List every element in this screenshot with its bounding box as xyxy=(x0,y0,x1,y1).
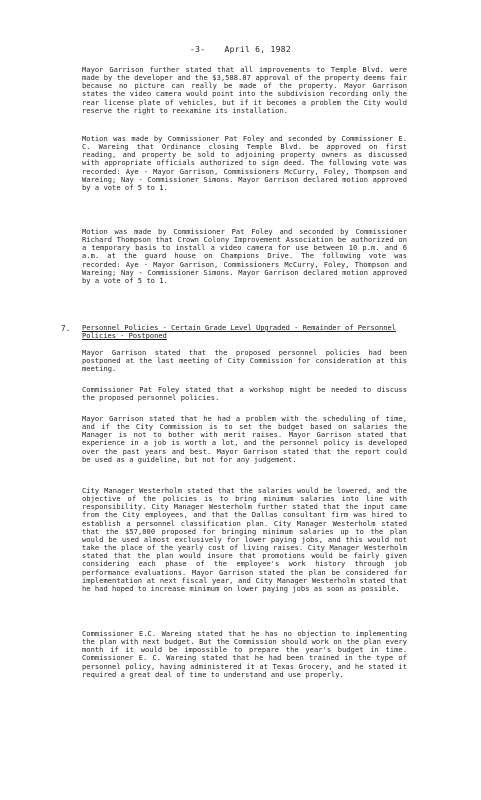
paragraph-6: Mayor Garrison stated that he had a problem with the scheduling of time, and if the City Commission is to set the budget based on salaries the Manager is not to bother with merit raises. Mayor Garrison stated that experience in a job is worth a lot, and the personnel policy is developed over the past years and best. Mayor Garrison stated that the report could be used as a guideline, but not for any judgement. xyxy=(82,414,407,464)
paragraph-8: Commissioner E.C. Wareing stated that he has no objection to implementing the plan with next budget. But the Commission should work on the plan every month if it would be impossible to prepare the year's budget in time. Commissioner E. C. Wareing stated that he had been trained in the type of personnel policy, having administered it at Texas Grocery, and he stated it required a great deal of time to understand and use properly. xyxy=(82,629,407,679)
paragraph-4: Mayor Garrison stated that the proposed personnel policies had been postponed at the last meeting of City Commission for consideration at this meeting. xyxy=(82,348,407,374)
page-number: -3- xyxy=(190,45,206,54)
paragraph-7: City Manager Westerholm stated that the salaries would be lowered, and the objective of the policies is to bring minimum salaries into line with responsibility. City Manager Westerholm further stated that the input came from the City employees, and that the Dallas consultant firm was hired to establish a personnel classification plan. City Manager Westerholm stated that the $57,000 proposed for bringing minimum salaries up to the plan would be used almost exclusively for lower paying jobs, and this would not take the place of the yearly cost of living raises. City Manager Westerholm stated that the plan would insure that promotions would be fairly given considering each phase of the employee's work history through job performance evaluations. Mayor Garrison stated the plan be considered for implementation at next fiscal year, and City Manager Westerholm stated that he had hoped to increase minimum on lower paying jobs as soon as possible. xyxy=(82,486,407,593)
item-title: Personnel Policies - Certain Grade Level Upgraded - Remainder of Personnel Policies - Postponed xyxy=(82,323,396,341)
paragraph-5: Commissioner Pat Foley stated that a workshop might be needed to discuss the proposed personnel policies. xyxy=(82,385,407,403)
paragraph-2: Motion was made by Commissioner Pat Foley and seconded by Commissioner E. C. Wareing that Ordinance closing Temple Blvd. be approved on first reading, and property be sold to adjoining property owners as discussed with appropriate officials authorized to sign deed. The following vote was recorded: Aye - Mayor Garrison, Commissioners McCurry, Foley, Thompson and Wareing; Nay - Commissioner Simons. Mayor Garrison declared motion approved by a vote of 5 to 1. xyxy=(82,134,407,192)
page-date: April 6, 1982 xyxy=(224,45,291,54)
paragraph-1: Mayor Garrison further stated that all improvements to Temple Blvd. were made by the developer and the $3,588.87 approval of the property deems fair because no picture can really be made of the property. Mayor Garrison states the video camera would point into the subdivision recording only the rear license plate of vehicles, but if it becomes a problem the City would reserve the right to reexamine its installation. xyxy=(82,65,407,115)
page-header xyxy=(0,45,481,54)
item-number: 7. xyxy=(61,324,71,333)
paragraph-3: Motion was made by Commissioner Pat Foley and seconded by Commissioner Richard Thompson that Crown Colony Improvement Association be authorized on a temporary basis to install a video camera for use between 10 p.m. and 6 a.m. at the guard house on Champions Drive. The following vote was recorded: Aye - Mayor Garrison, Commissioners McCurry, Foley, Thompson and Wareing; Nay - Commissioner Simons. Mayor Garrison declared motion approved by a vote of 5 to 1. xyxy=(82,227,407,285)
